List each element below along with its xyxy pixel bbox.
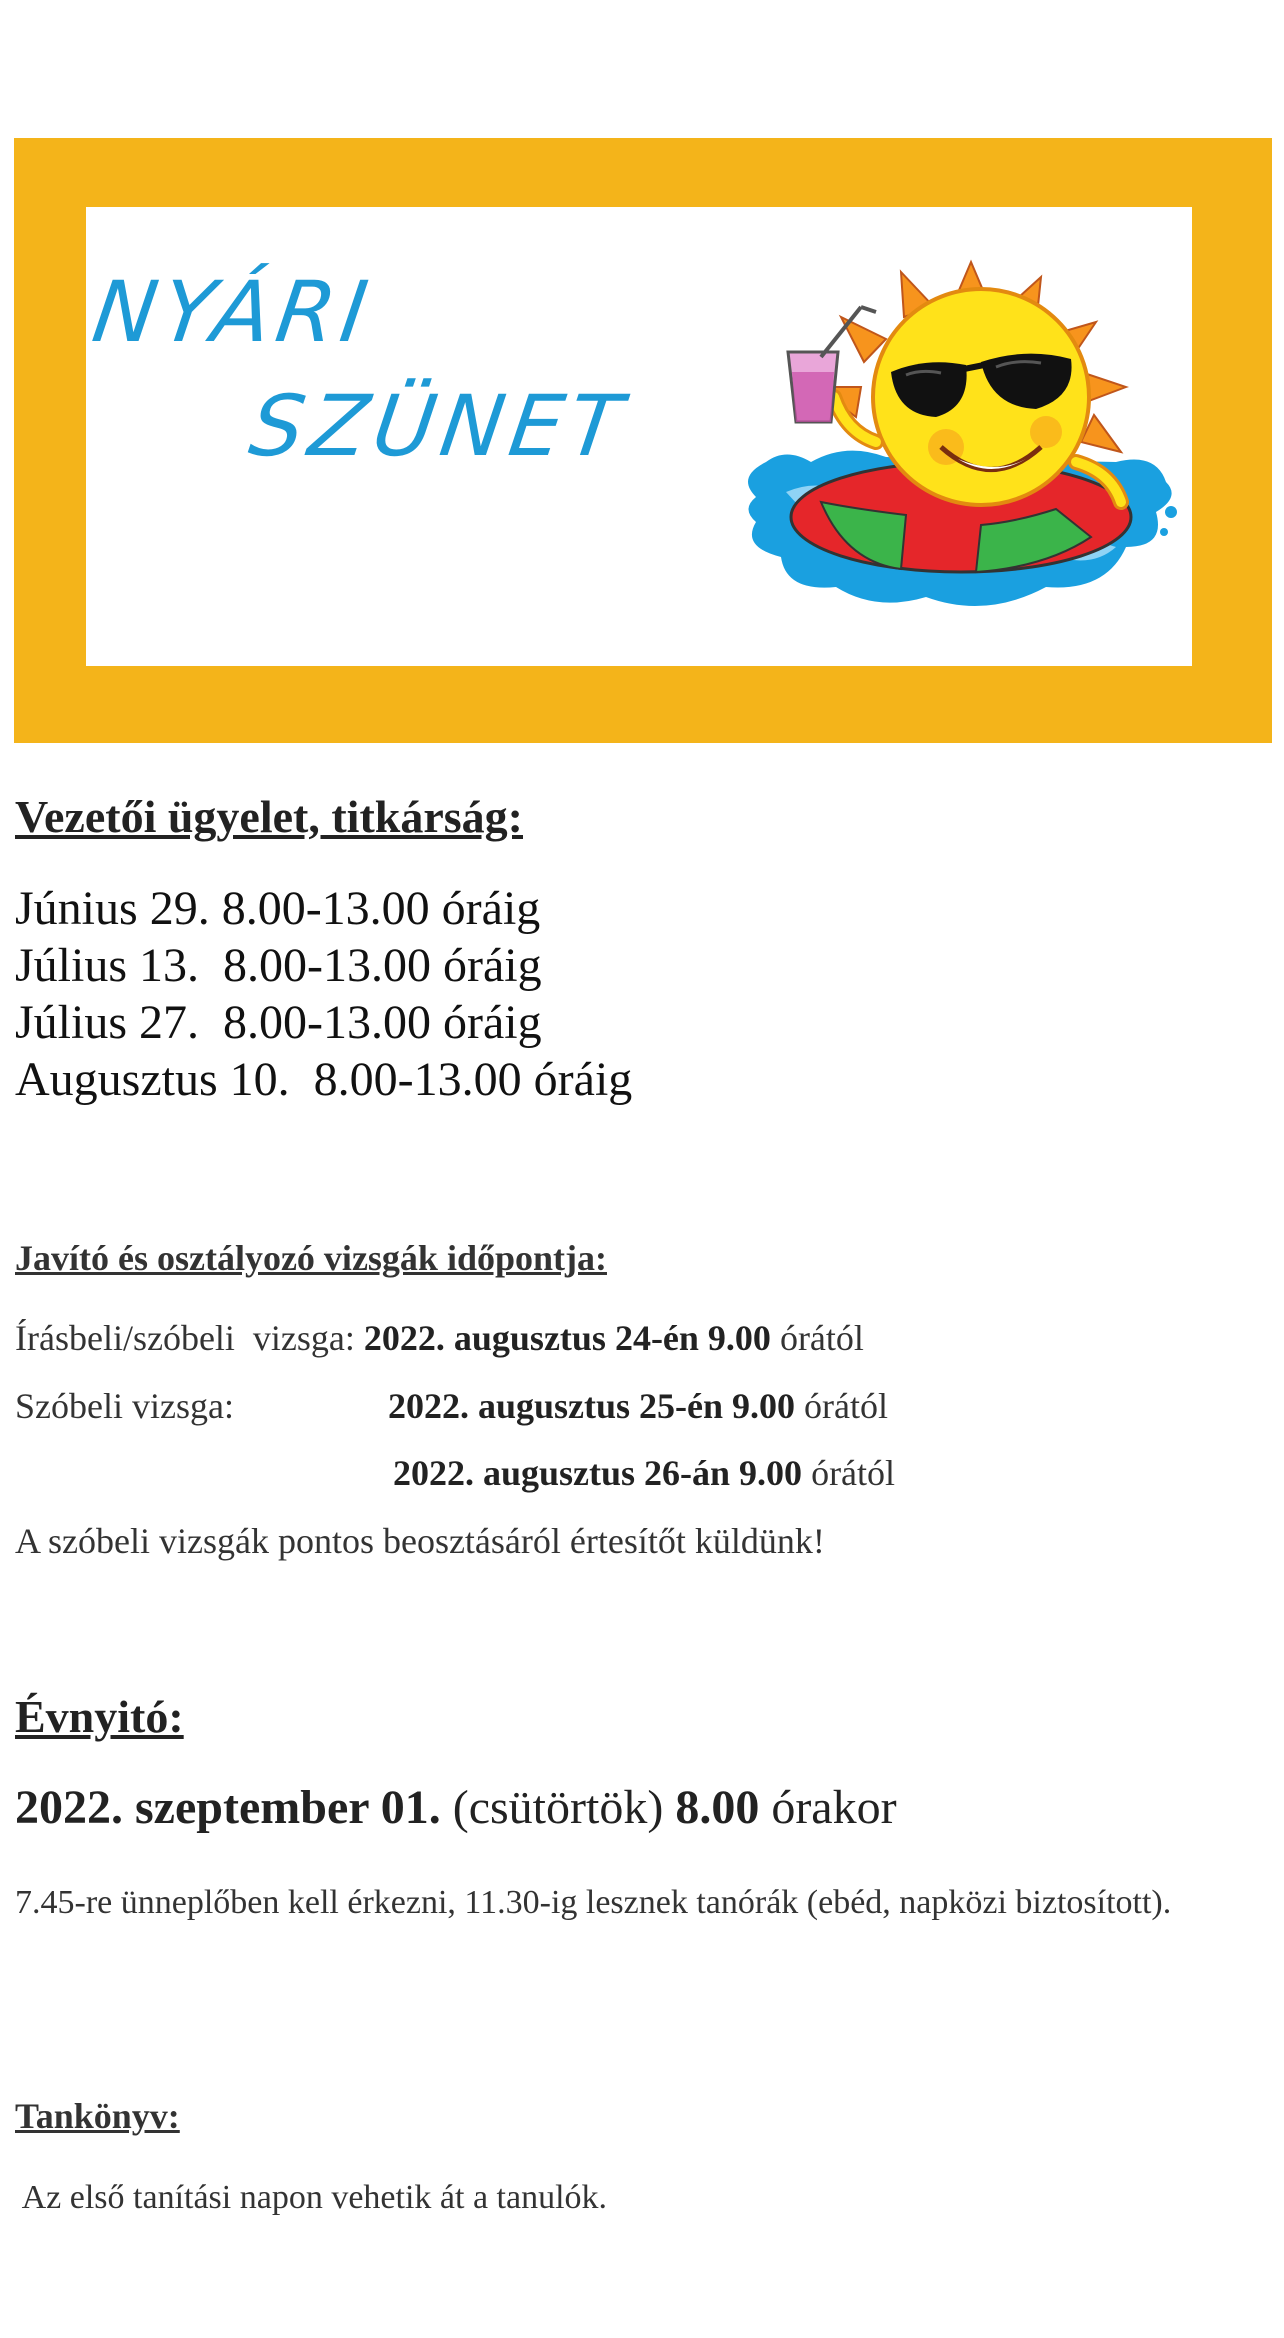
exam-notice: A szóbeli vizsgák pontos beosztásáról értesítőt küldünk! xyxy=(15,1521,825,1561)
opening-note: 7.45-re ünneplőben kell érkezni, 11.30-ig lesznek tanórák (ebéd, napközi biztosított). xyxy=(15,1884,1172,1921)
exams-heading: Javító és osztályozó vizsgák időpontja: xyxy=(15,1238,607,1278)
opening-time-suffix: órakor xyxy=(759,1781,897,1834)
sun-with-sunglasses-icon xyxy=(726,247,1186,666)
oral-exam-date1: 2022. augusztus 25-én 9.00 xyxy=(388,1386,796,1426)
duty-line: Július 13. 8.00-13.00 óráig xyxy=(15,939,542,992)
oral-exam-label: Szóbeli vizsga: xyxy=(15,1386,234,1426)
opening-date-line xyxy=(15,1780,897,1835)
banner-title-line2: SZÜNET xyxy=(244,377,634,475)
duty-line: Augusztus 10. 8.00-13.00 óráig xyxy=(15,1053,633,1106)
opening-day: (csütörtök) xyxy=(440,1781,676,1834)
duty-line: Július 27. 8.00-13.00 óráig xyxy=(15,996,542,1049)
banner-inner-panel xyxy=(86,207,1192,666)
opening-heading: Évnyitó: xyxy=(15,1691,184,1742)
oral-exam-line1 xyxy=(388,1385,888,1427)
duty-heading: Vezetői ügyelet, titkárság: xyxy=(15,791,523,842)
duty-line: Június 29. 8.00-13.00 óráig xyxy=(15,882,541,935)
summer-break-banner xyxy=(14,138,1272,743)
opening-time: 8.00 xyxy=(675,1781,760,1834)
written-exam-suffix: órától xyxy=(770,1318,864,1358)
textbook-text: Az első tanítási napon vehetik át a tanulók. xyxy=(15,2179,608,2216)
textbook-heading: Tankönyv: xyxy=(15,2096,180,2136)
written-exam-label: Írásbeli/szóbeli vizsga: xyxy=(15,1318,364,1358)
oral-exam-date2: 2022. augusztus 26-án 9.00 xyxy=(393,1453,803,1493)
oral-exam-suffix2: órától xyxy=(802,1453,896,1493)
banner-title-line1: NYÁRI xyxy=(87,263,380,361)
oral-exam-suffix1: órától xyxy=(795,1386,889,1426)
duty-list xyxy=(15,880,632,1108)
written-exam-line xyxy=(15,1317,864,1359)
written-exam-date: 2022. augusztus 24-én 9.00 xyxy=(363,1318,771,1358)
oral-exam-line2 xyxy=(393,1452,895,1494)
opening-date: 2022. szeptember 01. xyxy=(15,1781,441,1834)
